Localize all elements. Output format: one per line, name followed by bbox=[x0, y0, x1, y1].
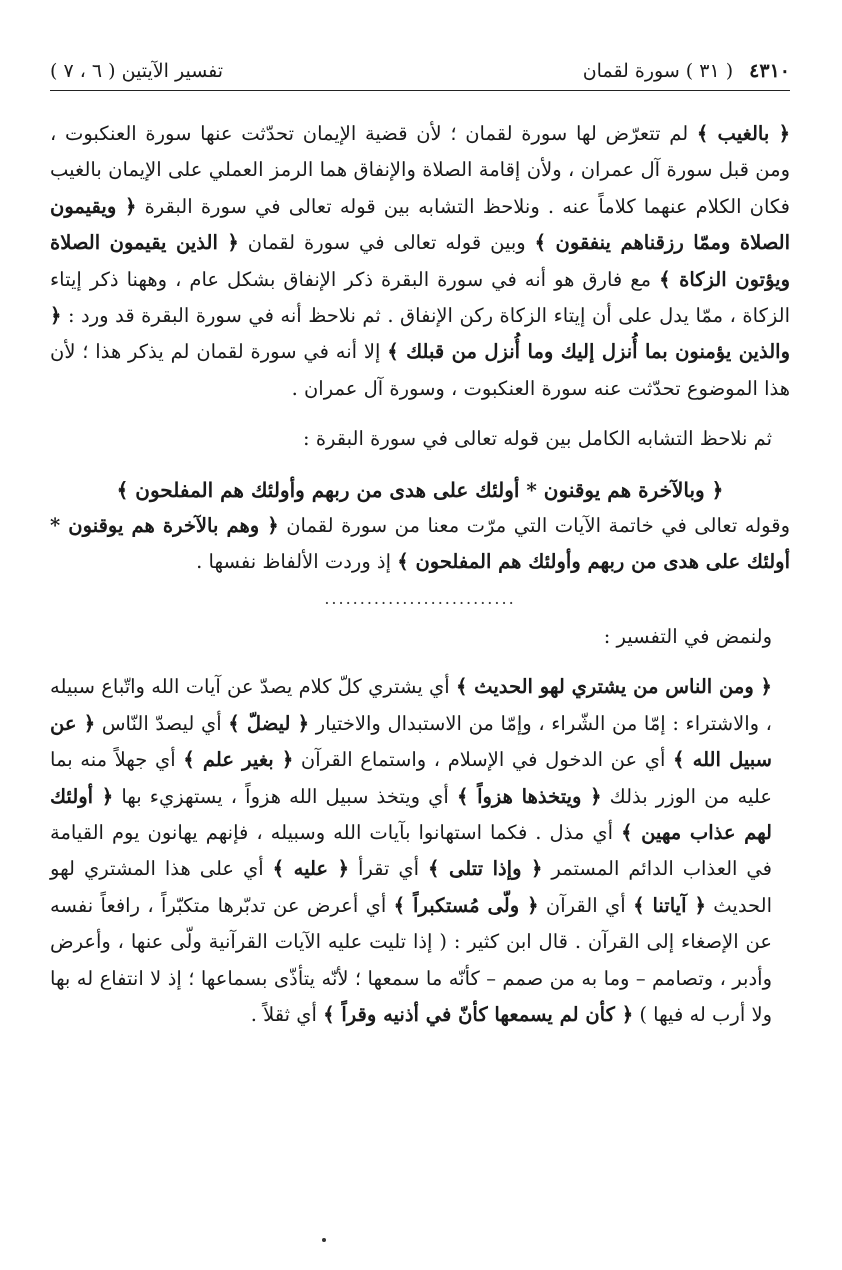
running-header bbox=[50, 54, 790, 88]
verse-quote: ﴿ بغير علم ﴾ bbox=[183, 748, 294, 772]
paragraph-6 bbox=[50, 669, 790, 1033]
verse-quote: ﴿ ويتخذها هزواً ﴾ bbox=[456, 784, 602, 808]
commentary-text: أي جهلاً منه بما عليه من الوزر بذلك bbox=[50, 748, 772, 808]
commentary-text: أي عن الدخول في الإسلام ، واستماع القرآن bbox=[293, 748, 673, 772]
commentary-text: أي أعرض عن تدبّرها متكبّراً ، رافعاً نفسه عن الإصغاء إلى القرآن . قال ابن كثير : ( إذا تليت عليه الآيات القرآنية ولّى عنها ، وأعرض وأدبر ، وتصامم – وما به من صمم – كأنّه ما سمعها ؛ لأنّه يتأذّى بسماعها ؛ إذ لا انتفاع له بها ولا أرب له فيها ) bbox=[50, 893, 772, 1026]
verse-quote: ﴿ آياتنا ﴾ bbox=[633, 893, 706, 917]
body-text bbox=[50, 116, 790, 1033]
verse-quote: ﴿ وإذا تتلى ﴾ bbox=[428, 857, 543, 881]
commentary-text: ثم نلاحظ التشابه الكامل بين قوله تعالى في سورة البقرة : bbox=[303, 427, 772, 451]
commentary-text: أي القرآن bbox=[538, 893, 634, 917]
commentary-text: أي ويتخذ سبيل الله هزواً ، يستهزيء بها bbox=[113, 784, 457, 808]
commentary-text: ولنمض في التفسير : bbox=[603, 624, 772, 648]
verse-quote: ﴿ ويقيمون الصلاة وممّا رزقناهم ينفقون ﴾ bbox=[50, 194, 790, 255]
page-number: ٤٣١٠ bbox=[749, 60, 790, 82]
commentary-text: أي ثقلاً . bbox=[250, 1002, 324, 1026]
verse-quote: ﴿ كأن لم يسمعها كأنّ في أذنيه وقراً ﴾ bbox=[323, 1002, 634, 1026]
section-title: تفسير الآيتين ( ٦ ، ٧ ) bbox=[50, 60, 224, 82]
verse-quote: ﴿ ومن الناس من يشتري لهو الحديث ﴾ bbox=[455, 675, 772, 699]
header-rule bbox=[50, 90, 790, 91]
verse-quote: ﴿ أولئك لهم عذاب مهين ﴾ bbox=[50, 784, 772, 844]
verse-quote: ﴿ الذين يقيمون الصلاة ويؤتون الزكاة ﴾ bbox=[50, 231, 790, 291]
paragraph-4 bbox=[50, 508, 790, 581]
footer-dot bbox=[322, 1238, 326, 1242]
commentary-text: وقوله تعالى في خاتمة الآيات التي مرّت معنا من سورة لقمان bbox=[278, 514, 790, 538]
commentary-text: لم تتعرّض لها سورة لقمان ؛ لأن قضية الإيمان تحدّثت عنها سورة العنكبوت ، ومن قبل سورة آل عمران ، ولأن إقامة الصلاة والإنفاق هما الرمز العملي على الإيمان بالغيب فكان الكلام عنهما كلاماً عنه . ونلاحظ التشابه بين قوله تعالى في سورة البقرة bbox=[50, 122, 791, 218]
commentary-text: أي مذل . فكما استهانوا بآيات الله وسبيله ، فإنهم يهانون يوم القيامة في العذاب الدائم المستمر bbox=[50, 820, 773, 881]
commentary-text: أي تقرأ bbox=[349, 857, 429, 881]
verse-quote: ﴿ والذين يؤمنون بما أُنزل إليك وما أُنزل من قبلك ﴾ bbox=[50, 304, 790, 364]
verse-quote: ﴿ ليضلّ ﴾ bbox=[228, 711, 310, 735]
commentary-text: وبين قوله تعالى في سورة لقمان bbox=[238, 231, 535, 255]
spacer bbox=[50, 407, 790, 421]
verse-quote: ﴿ ولّى مُستكبراً ﴾ bbox=[393, 893, 539, 917]
spacer bbox=[50, 458, 790, 472]
verse-quote: ﴿ وبالآخرة هم يوقنون * أولئك على هدى من ربهم وأولئك هم المفلحون ﴾ bbox=[116, 477, 724, 502]
verse-quote: ﴿ عليه ﴾ bbox=[272, 857, 350, 881]
verse-quote: ﴿ بالغيب ﴾ bbox=[696, 122, 790, 145]
commentary-text: أي يشتري كلّ كلام يصدّ عن آيات الله واتّباع سبيله ، والاشتراء : إمّا من الشّراء ، وإمّا من الاستبدال والاختيار bbox=[50, 675, 772, 735]
commentary-text: أي على هذا المشتري لهو الحديث bbox=[50, 857, 772, 917]
surah-title: ( ٣١ ) سورة لقمان bbox=[582, 60, 734, 82]
verse-quote: ﴿ عن سبيل الله ﴾ bbox=[50, 711, 772, 772]
spacer bbox=[50, 655, 790, 669]
header-right bbox=[583, 60, 790, 82]
paragraph-1 bbox=[50, 116, 790, 407]
verse-quote: ﴿ وهم بالآخرة هم يوقنون * أولئك على هدى من ربهم وأولئك هم المفلحون ﴾ bbox=[50, 514, 790, 574]
commentary-text: إلا أنه في سورة لقمان لم يذكر هذا ؛ لأن هذا الموضوع تحدّثت عنه سورة العنكبوت ، وسورة آل عمران . bbox=[50, 340, 790, 400]
paragraph-3-verse bbox=[50, 472, 790, 508]
paragraph-2 bbox=[50, 421, 790, 457]
commentary-text: مع فارق هو أنه في سورة البقرة ذكر الإنفاق بشكل عام ، وههنا ذكر إيتاء الزكاة ، ممّا يدل على أن إيتاء الزكاة ركن الإنفاق . ثم نلاحظ أنه في سورة البقرة قد ورد : bbox=[50, 267, 790, 328]
commentary-text: أي ليصدّ النّاس bbox=[95, 711, 229, 735]
commentary-text: إذ وردت الألفاظ نفسها . bbox=[196, 550, 398, 574]
paragraph-5 bbox=[50, 619, 790, 655]
section-divider: ........................... bbox=[324, 588, 516, 608]
